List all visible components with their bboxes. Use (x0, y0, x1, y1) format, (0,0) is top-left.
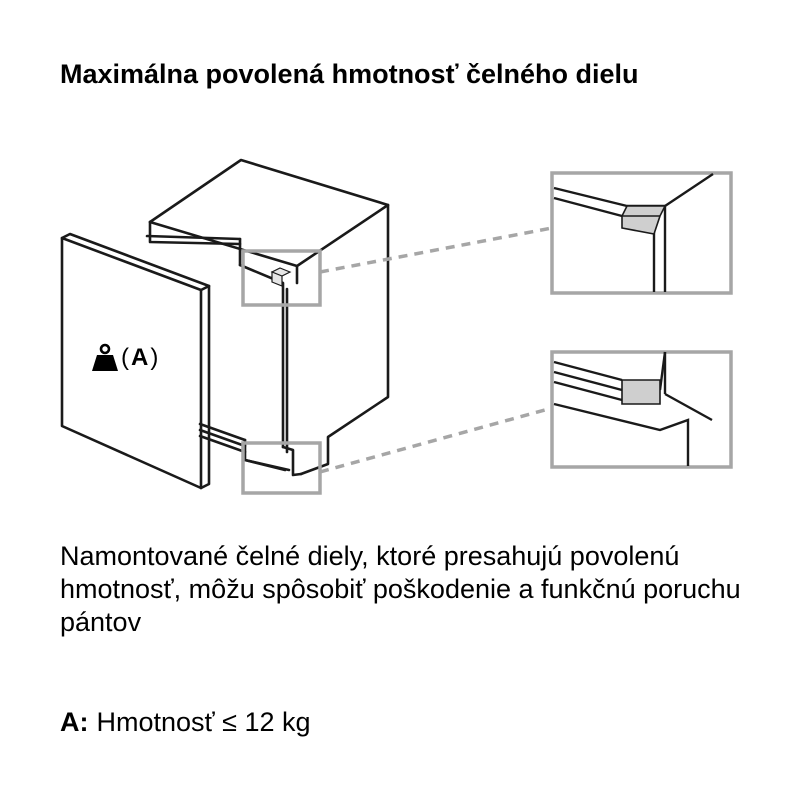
page-title: Maximálna povolená hmotnosť čelného dielu (60, 59, 639, 89)
paren-open: ( (121, 344, 129, 371)
spec-value: Hmotnosť ≤ 12 kg (96, 707, 311, 737)
weight-letter: A (131, 344, 149, 371)
cabinet-door (147, 236, 287, 452)
weight-spec (60, 706, 311, 739)
paren-close: ) (150, 344, 159, 371)
detail-top-hinge (552, 173, 731, 293)
connector-top (320, 228, 552, 272)
hinge-block-top (272, 268, 290, 286)
weight-label (91, 343, 158, 373)
description-text: Namontované čelné diely, ktoré presahujú povolenú hmotnosť, môžu spôsobiť poškodenie a funkčnú poruchu pántov (60, 541, 741, 637)
weight-icon (91, 343, 119, 373)
spec-key: A: (60, 707, 89, 737)
detail-bottom-hinge (552, 352, 731, 467)
cabinet-body (150, 160, 388, 474)
hinge-block-detail-bottom (622, 380, 660, 404)
